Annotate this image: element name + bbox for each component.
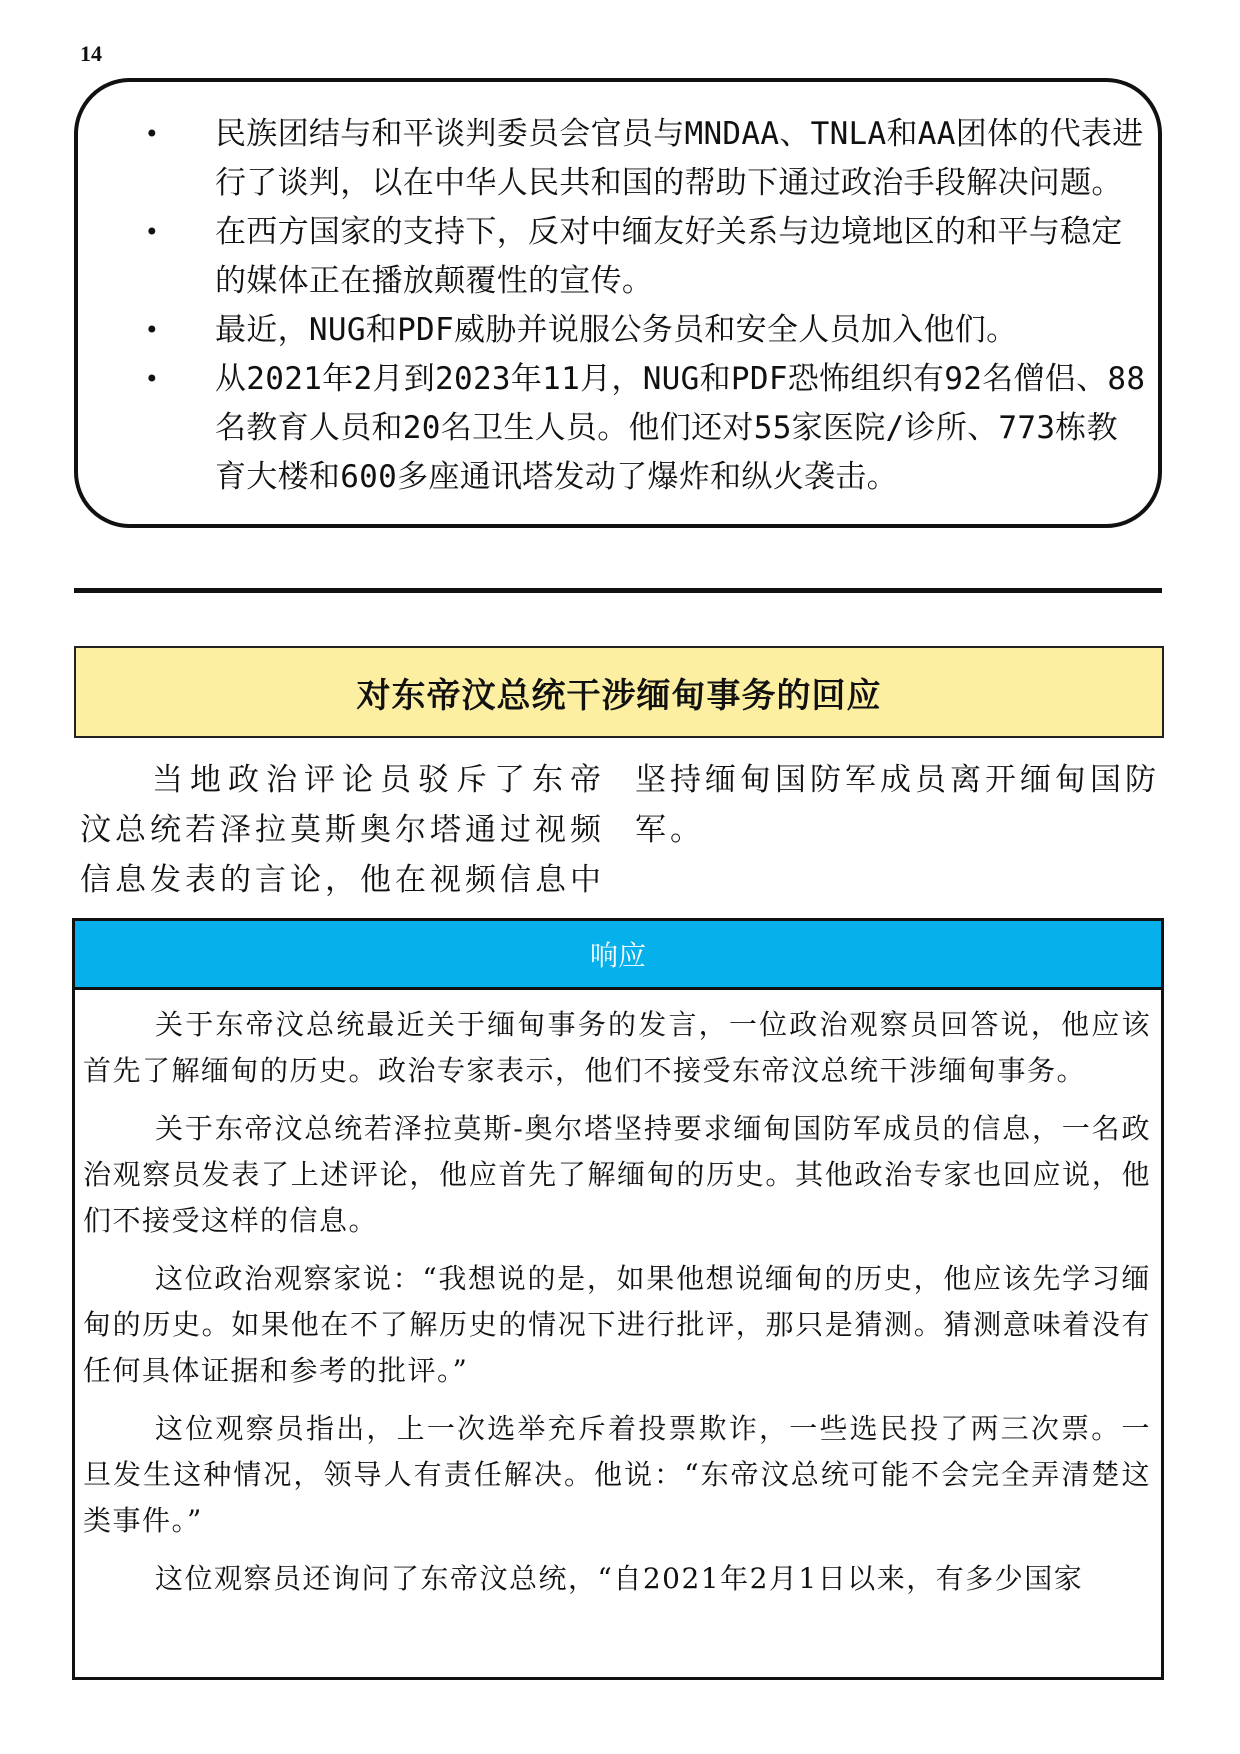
bullet-point-icon: •: [144, 120, 160, 148]
bullet-item: [140, 208, 1148, 306]
article-headline-box: [74, 646, 1164, 738]
bullet-text: 民族团结与和平谈判委员会官员与MNDAA、TNLA和AA团体的代表进行了谈判，以在中华人民共和国的帮助下通过政治手段解决问题。: [215, 116, 1144, 201]
response-paragraph: 这位观察员还询问了东帝汶总统，“自2021年2月1日以来，有多少国家: [155, 1562, 1084, 1595]
bullet-item: [140, 110, 1148, 208]
bullet-item: [140, 355, 1148, 502]
bullet-item: [140, 306, 1148, 355]
response-body: [75, 990, 1161, 1602]
bullet-text: 最近，NUG和PDF威胁并说服公务员和安全人员加入他们。: [215, 312, 1018, 348]
bullet-text: 在西方国家的支持下，反对中缅友好关系与边境地区的和平与稳定的媒体正在播放颠覆性的宣传。: [215, 214, 1123, 299]
response-paragraph: 关于东帝汶总统最近关于缅甸事务的发言，一位政治观察员回答说，他应该首先了解缅甸的历史。政治专家表示，他们不接受东帝汶总统干涉缅甸事务。: [83, 1008, 1151, 1087]
response-header: 响应: [75, 921, 1161, 990]
section-divider: [74, 588, 1162, 593]
page-number: 14: [80, 41, 102, 66]
bullet-point-icon: •: [144, 218, 160, 246]
response-paragraph: 这位政治观察家说：“我想说的是，如果他想说缅甸的历史，他应该先学习缅甸的历史。如果他在不了解历史的情况下进行批评，那只是猜测。猜测意味着没有任何具体证据和参考的批评。”: [83, 1262, 1151, 1387]
bullet-point-icon: •: [144, 365, 160, 393]
bullet-text: 从2021年2月到2023年11月，NUG和PDF恐怖组织有92名僧侣、88名教育人员和20名卫生人员。他们还对55家医院/诊所、773栋教育大楼和600多座通讯塔发动了爆炸和纵火袭击。: [215, 361, 1146, 495]
bullet-list: [140, 110, 1148, 502]
bullet-point-icon: •: [144, 316, 160, 344]
summary-bullet-box: [74, 78, 1162, 528]
article-headline: 对东帝汶总统干涉缅甸事务的回应: [356, 675, 882, 716]
response-box: [72, 918, 1164, 1680]
article-intro: 当地政治评论员驳斥了东帝汶总统若泽拉莫斯奥尔塔通过视频信息发表的言论，他在视频信息中坚持缅甸国防军成员离开缅甸国防军。: [80, 762, 1160, 898]
response-paragraph: 关于东帝汶总统若泽拉莫斯-奥尔塔坚持要求缅甸国防军成员的信息，一名政治观察员发表了上述评论，他应首先了解缅甸的历史。其他政治专家也回应说，他们不接受这样的信息。: [83, 1112, 1151, 1237]
response-paragraph: 这位观察员指出，上一次选举充斥着投票欺诈，一些选民投了两三次票。一旦发生这种情况，领导人有责任解决。他说：“东帝汶总统可能不会完全弄清楚这类事件。”: [83, 1412, 1151, 1537]
